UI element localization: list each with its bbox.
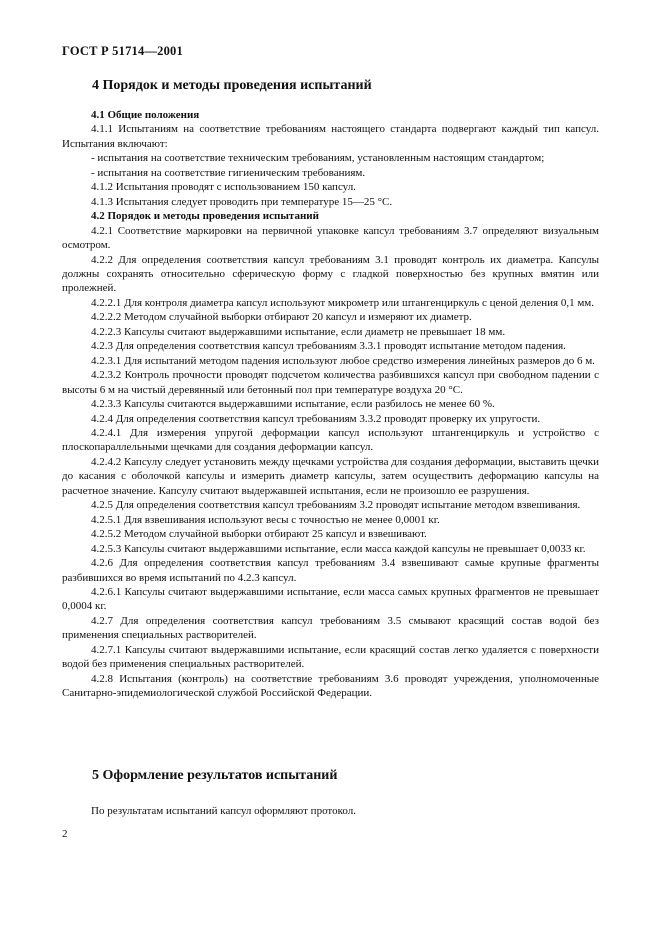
paragraph: 4.2.4 Для определения соответствия капсул требованиям 3.3.2 проводят проверку их упругости. — [91, 412, 541, 425]
section-5-text: По результатам испытаний капсул оформляют протокол. — [91, 805, 356, 817]
document-header: ГОСТ Р 51714—2001 — [62, 44, 183, 58]
paragraph: 4.2.4.1 Для измерения упругой деформации капсул используют штангенциркуль и устройство с плоскопараллельными щечками для создания деформации капсул. — [62, 426, 599, 454]
paragraph: 4.1.1 Испытаниям на соответствие требованиям настоящего стандарта подвергают каждый тип капсул. Испытания включают: — [62, 123, 599, 150]
paragraph: 4.2.6.1 Капсулы считают выдержавшими испытание, если масса самых крупных фрагментов не превышает 0,0004 кг. — [62, 585, 599, 613]
paragraph: 4.2.4.2 Капсулу следует установить между щечками устройства для создания деформации, выставить щечки до касания с оболочкой капсулы и измерить диаметр капсулы, затем осуществить деформацию капсулы на расчетное значение. Капсулу считают выдержавшей испытания, если не произошло ее разрушения. — [62, 455, 599, 497]
paragraph: 4.2.2 Для определения соответствия капсул требованиям 3.1 проводят контроль их диаметра. Капсулы должны сохранять относительно сферическую форму с гладкой поверхностью без крупных вмятин или пролежней. — [62, 253, 599, 295]
paragraph: 4.1.3 Испытания следует проводить при температуре 15—25 °С. — [91, 195, 393, 208]
paragraph: 4.2.2.3 Капсулы считают выдержавшими испытание, если диаметр не превышает 18 мм. — [91, 325, 506, 338]
paragraph: 4.2.2.2 Методом случайной выборки отбирают 20 капсул и измеряют их диаметр. — [91, 311, 472, 324]
paragraph: 4.2.7 Для определения соответствия капсул требованиям 3.5 смывают красящий состав водой без применения специальных растворителей. — [62, 614, 599, 642]
section-5-title: 5 Оформление результатов испытаний — [92, 768, 338, 783]
paragraph: 4.2.5 Для определения соответствия капсул требованиям 3.2 проводят испытание методом взвешивания. — [91, 499, 581, 512]
subsection-heading: 4.1 Общие положения — [91, 109, 200, 121]
paragraph: 4.2.5.1 Для взвешивания используют весы с точностью не менее 0,0001 кг. — [91, 513, 440, 526]
paragraph: 4.2.5.2 Методом случайной выборки отбирают 25 капсул и взвешивают. — [91, 528, 427, 541]
section-4-body — [62, 108, 599, 701]
paragraph: 4.2.8 Испытания (контроль) на соответствие требованиям 3.6 проводят учреждения, уполномоченные Санитарно-эпидемиологической службой Российской Федерации. — [62, 672, 599, 700]
page-number: 2 — [62, 828, 68, 840]
section-4-title: 4 Порядок и методы проведения испытаний — [92, 78, 372, 93]
paragraph: - испытания на соответствие гигиеническим требованиям. — [91, 166, 366, 179]
paragraph: 4.2.3.3 Капсулы считаются выдержавшими испытание, если разбилось не менее 60 %. — [91, 398, 495, 411]
paragraph: 4.2.1 Соответствие маркировки на первичной упаковке капсул требованиям 3.7 определяют визуальным осмотром. — [62, 224, 599, 252]
paragraph: 4.2.2.1 Для контроля диаметра капсул используют микрометр или штангенциркуль с ценой деления 0,1 мм. — [91, 296, 595, 309]
paragraph: 4.1.2 Испытания проводят с использованием 150 капсул. — [91, 181, 356, 194]
paragraph: 4.2.6 Для определения соответствия капсул требованиям 3.4 взвешивают самые крупные фрагменты разбившихся во время испытаний по 4.2.3 капсул. — [62, 557, 599, 584]
subsection-heading: 4.2 Порядок и методы проведения испытаний — [91, 210, 319, 223]
paragraph: 4.2.3.2 Контроль прочности проводят подсчетом количества разбившихся капсул при свободном падении с высоты 6 м на чистый деревянный или бетонный пол при температуре воздуха 20 °С. — [62, 369, 599, 396]
paragraph: 4.2.3.1 Для испытаний методом падения используют любое средство измерения линейных размеров до 6 м. — [91, 354, 595, 367]
paragraph: 4.2.5.3 Капсулы считают выдержавшими испытание, если масса каждой капсулы не превышает 0,0033 кг. — [91, 542, 586, 555]
paragraph: - испытания на соответствие техническим требованиям, установленным настоящим стандартом; — [91, 152, 545, 165]
paragraph: 4.2.7.1 Капсулы считают выдержавшими испытание, если красящий состав легко удаляется с поверхности водой без применения специальных растворителей. — [62, 643, 599, 671]
paragraph: 4.2.3 Для определения соответствия капсул требованиям 3.3.1 проводят испытание методом падения. — [91, 340, 566, 353]
